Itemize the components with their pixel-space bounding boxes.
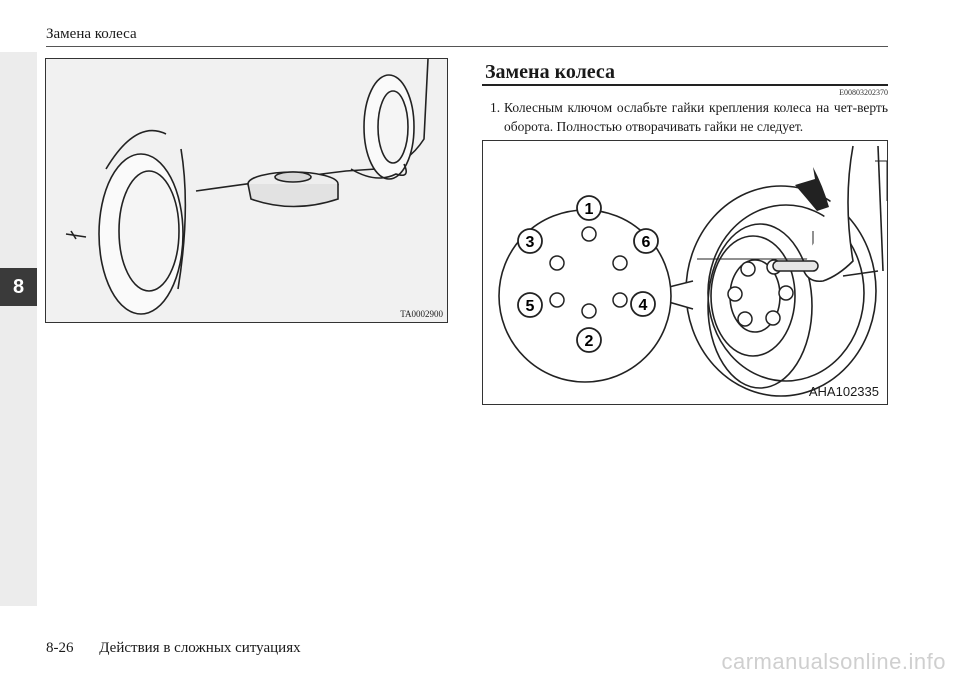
nut-number-5: 5 — [525, 298, 535, 315]
watermark: carmanualsonline.info — [721, 649, 946, 674]
car-jack-drawing — [46, 59, 449, 324]
chapter-tab[interactable]: 8 — [0, 268, 37, 306]
figure-code: TA0002900 — [400, 309, 443, 319]
page-number: 8-26 — [46, 640, 74, 656]
nut-number-2: 2 — [584, 333, 594, 350]
nut-number-6: 6 — [641, 234, 651, 251]
section-title: Замена колеса — [482, 58, 888, 86]
section-code: E00803202370 — [839, 88, 888, 97]
chapter-name: Действия в сложных ситуациях — [99, 640, 301, 656]
instruction-step — [482, 98, 888, 136]
figure-code: AHA102335 — [808, 384, 879, 399]
spare-wheel-illustration — [45, 58, 448, 323]
header-rule — [46, 46, 888, 47]
running-title: Замена колеса — [46, 26, 137, 42]
nut-number-3: 3 — [525, 234, 535, 251]
page-footer — [46, 640, 301, 657]
wheel-nut-drawing — [483, 141, 889, 406]
loosen-nuts-illustration — [482, 140, 888, 405]
step-number: 1. — [490, 100, 501, 115]
nut-number-1: 1 — [584, 201, 594, 218]
step-text: Колесным ключом ослабьте гайки крепления колеса на чет-верть оборота. Полностью отворачивать гайки не следует. — [504, 100, 888, 134]
chapter-sidebar — [0, 52, 37, 606]
nut-number-4: 4 — [638, 297, 648, 314]
